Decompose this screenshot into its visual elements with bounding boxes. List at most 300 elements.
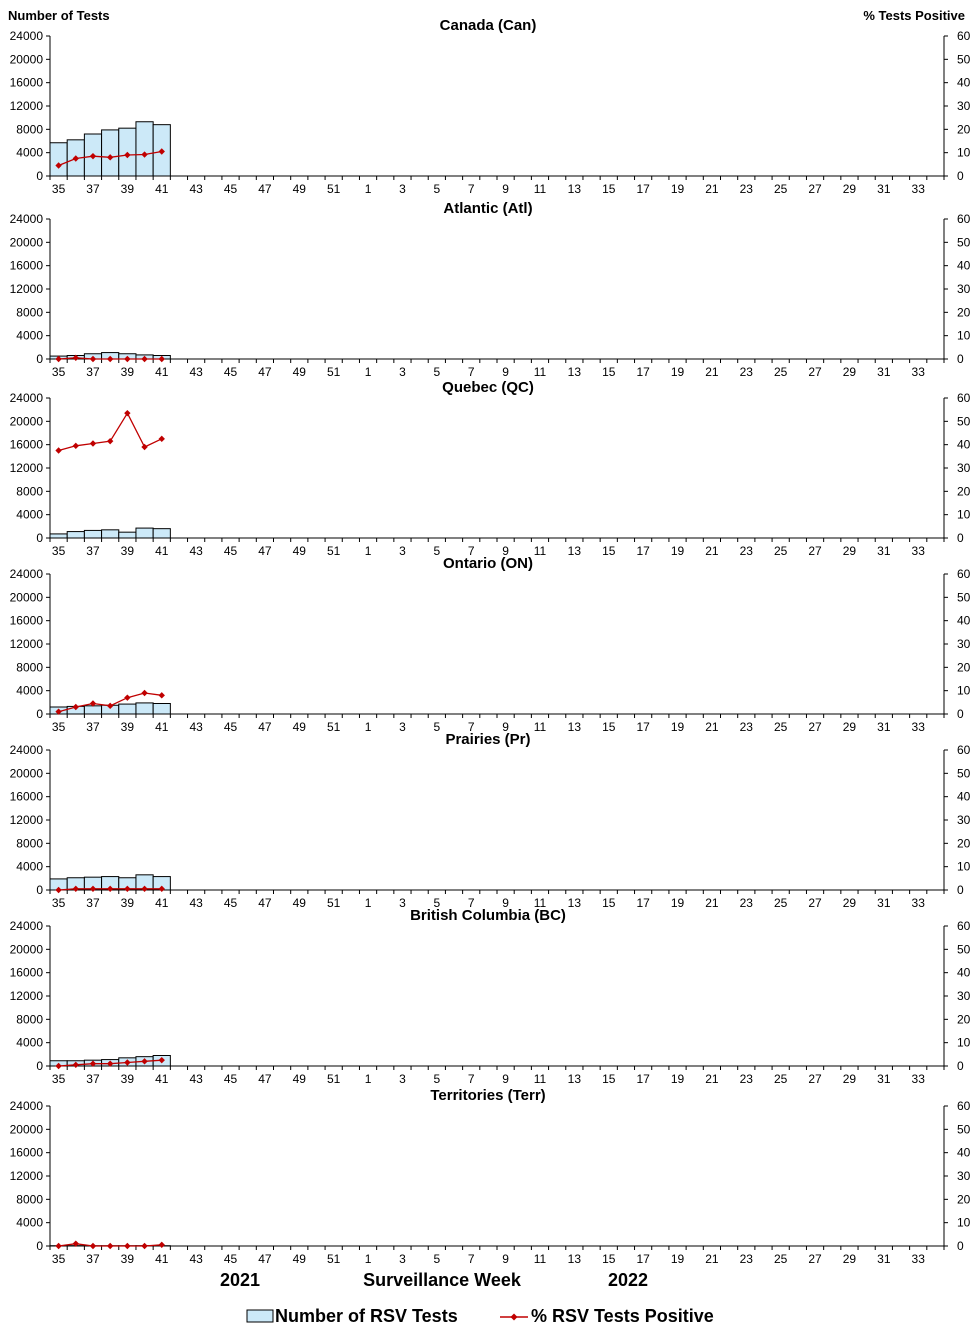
y2-tick-label: 30 <box>957 637 971 651</box>
y2-tick-label: 40 <box>957 75 971 90</box>
bar-tests-week-36 <box>67 532 84 538</box>
x-tick-label: 19 <box>670 182 685 196</box>
x-tick-label: 5 <box>433 182 441 196</box>
x-tick-label: 5 <box>433 544 441 558</box>
x-tick-label: 41 <box>155 1072 169 1086</box>
y-tick-label: 0 <box>36 1239 43 1253</box>
x-tick-label: 31 <box>877 182 891 196</box>
y2-tick-label: 10 <box>957 145 971 160</box>
point-pct-week-41 <box>159 436 165 442</box>
point-pct-week-39 <box>124 410 130 416</box>
y2-tick-label: 0 <box>957 169 964 183</box>
y2-tick-label: 50 <box>957 766 971 781</box>
x-tick-label: 25 <box>773 896 788 910</box>
x-tick-label: 37 <box>86 365 100 379</box>
y-tick-label: 24000 <box>9 391 43 405</box>
x-tick-label: 39 <box>120 365 135 379</box>
x-tick-label: 3 <box>399 365 406 379</box>
point-pct-week-37 <box>90 1243 96 1249</box>
y2-tick-label: 40 <box>957 437 971 452</box>
x-tick-label: 17 <box>636 896 650 910</box>
x-tick-label: 27 <box>808 182 822 196</box>
x-tick-label: 31 <box>877 365 891 379</box>
x-tick-label: 17 <box>636 365 650 379</box>
y2-tick-label: 40 <box>957 613 971 628</box>
x-tick-label: 21 <box>705 896 719 910</box>
y2-tick-label: 0 <box>957 1059 964 1073</box>
x-tick-label: 39 <box>120 896 135 910</box>
y-tick-label: 12000 <box>9 813 43 827</box>
x-tick-label: 27 <box>808 544 822 558</box>
y2-tick-label: 0 <box>957 1239 964 1253</box>
x-tick-label: 35 <box>51 1252 66 1266</box>
legend-line-marker <box>511 1314 518 1321</box>
legend-bar-label: Number of RSV Tests <box>275 1306 458 1326</box>
point-pct-week-41 <box>159 1242 165 1248</box>
legend-line-label: % RSV Tests Positive <box>531 1306 714 1326</box>
y2-tick-label: 10 <box>957 683 971 698</box>
panel-title: British Columbia (BC) <box>410 907 566 924</box>
x-tick-label: 5 <box>433 1072 441 1086</box>
y2-tick-label: 0 <box>957 531 964 545</box>
y2-tick-label: 10 <box>957 328 971 343</box>
y2-tick-label: 0 <box>957 883 964 897</box>
x-tick-label: 27 <box>808 1072 822 1086</box>
bar-tests-week-41 <box>153 529 170 538</box>
x-tick-label: 35 <box>51 182 66 196</box>
panel-title: Prairies (Pr) <box>445 731 531 748</box>
x-tick-label: 11 <box>533 544 547 558</box>
x-tick-label: 49 <box>292 365 306 379</box>
bar-tests-week-39 <box>119 532 136 538</box>
y-tick-label: 24000 <box>9 1099 43 1113</box>
x-tick-label: 11 <box>533 182 547 196</box>
y-tick-label: 20000 <box>9 1122 43 1137</box>
x-tick-label: 15 <box>602 365 616 379</box>
bar-tests-week-40 <box>136 703 153 714</box>
point-pct-week-41 <box>159 692 165 698</box>
x-axis-title: Surveillance Week <box>363 1270 521 1290</box>
y2-tick-label: 60 <box>957 567 971 581</box>
y-tick-label: 12000 <box>9 989 43 1003</box>
panel-title: Ontario (ON) <box>443 555 533 572</box>
x-tick-label: 3 <box>399 1072 406 1086</box>
x-tick-label: 43 <box>189 896 203 910</box>
x-tick-label: 51 <box>326 1072 341 1086</box>
x-tick-label: 43 <box>189 365 203 379</box>
legend <box>247 1306 714 1326</box>
y2-tick-label: 40 <box>957 789 971 804</box>
x-tick-label: 1 <box>364 1252 372 1266</box>
x-tick-label: 13 <box>567 1072 582 1086</box>
bar-tests-week-38 <box>102 130 119 176</box>
y2-tick-label: 10 <box>957 507 971 522</box>
x-tick-label: 17 <box>636 720 650 734</box>
x-tick-label: 49 <box>292 544 306 558</box>
x-tick-label: 19 <box>670 1072 685 1086</box>
point-pct-week-37 <box>90 440 96 446</box>
x-tick-label: 41 <box>155 365 169 379</box>
x-tick-label: 37 <box>86 720 100 734</box>
x-tick-label: 19 <box>670 896 685 910</box>
x-tick-label: 27 <box>808 1252 822 1266</box>
x-tick-label: 17 <box>636 544 650 558</box>
y2-tick-label: 20 <box>957 660 971 675</box>
x-tick-label: 37 <box>86 1072 100 1086</box>
point-pct-week-35 <box>55 447 61 453</box>
y2-tick-label: 10 <box>957 1215 971 1230</box>
legend-bar-swatch <box>247 1310 273 1322</box>
x-tick-label: 23 <box>739 365 753 379</box>
x-tick-label: 47 <box>258 365 272 379</box>
bar-tests-week-37 <box>84 706 101 714</box>
x-tick-label: 13 <box>567 544 582 558</box>
y-tick-label: 4000 <box>16 507 43 522</box>
x-tick-label: 51 <box>326 544 341 558</box>
y-tick-label: 0 <box>36 531 43 545</box>
y-tick-label: 20000 <box>9 52 43 67</box>
left-axis-title: Number of Tests <box>8 8 110 23</box>
x-tick-label: 41 <box>155 1252 169 1266</box>
x-tick-label: 49 <box>292 182 306 196</box>
x-tick-label: 43 <box>189 544 203 558</box>
x-tick-label: 33 <box>911 365 925 379</box>
x-tick-label: 39 <box>120 1252 135 1266</box>
year-2022-label: 2022 <box>607 1270 649 1290</box>
y-tick-label: 12000 <box>9 637 43 651</box>
x-tick-label: 7 <box>467 896 475 910</box>
y2-tick-label: 30 <box>957 1169 971 1183</box>
year-2021-label: 2021 <box>219 1270 261 1290</box>
point-pct-week-39 <box>124 694 130 700</box>
panel-1 <box>10 17 971 196</box>
y-tick-label: 16000 <box>9 437 43 452</box>
x-tick-label: 43 <box>189 182 203 196</box>
x-tick-label: 15 <box>602 720 616 734</box>
right-axis-title: % Tests Positive <box>863 8 965 23</box>
x-tick-label: 3 <box>399 182 406 196</box>
x-tick-label: 51 <box>326 1252 341 1266</box>
x-tick-label: 47 <box>258 1252 272 1266</box>
x-tick-label: 1 <box>364 1072 372 1086</box>
x-tick-label: 17 <box>636 182 650 196</box>
panel-5 <box>10 731 971 910</box>
x-tick-label: 35 <box>51 720 66 734</box>
x-tick-label: 45 <box>223 1252 238 1266</box>
x-tick-label: 9 <box>502 896 509 910</box>
y2-tick-label: 60 <box>957 919 971 933</box>
x-tick-label: 23 <box>739 182 753 196</box>
y2-tick-label: 50 <box>957 52 971 67</box>
x-tick-label: 1 <box>364 720 372 734</box>
x-tick-label: 47 <box>258 896 272 910</box>
x-tick-label: 25 <box>773 365 788 379</box>
y2-tick-label: 40 <box>957 258 971 273</box>
x-tick-label: 13 <box>567 720 582 734</box>
y-tick-label: 8000 <box>16 484 43 499</box>
x-tick-label: 47 <box>258 544 272 558</box>
x-tick-label: 11 <box>533 365 547 379</box>
x-tick-label: 35 <box>51 896 66 910</box>
x-tick-label: 37 <box>86 544 100 558</box>
x-tick-label: 21 <box>705 182 719 196</box>
y2-tick-label: 30 <box>957 989 971 1003</box>
y-tick-label: 0 <box>36 1059 43 1073</box>
x-tick-label: 29 <box>842 1252 857 1266</box>
y-tick-label: 8000 <box>16 305 43 320</box>
panel-3 <box>10 379 971 558</box>
x-tick-label: 1 <box>364 365 372 379</box>
x-tick-label: 21 <box>705 1252 719 1266</box>
y-tick-label: 8000 <box>16 1192 43 1207</box>
x-tick-label: 51 <box>326 365 341 379</box>
x-tick-label: 19 <box>670 544 685 558</box>
x-tick-label: 25 <box>773 1252 788 1266</box>
y2-tick-label: 50 <box>957 942 971 957</box>
x-tick-label: 37 <box>86 1252 100 1266</box>
y-tick-label: 4000 <box>16 859 43 874</box>
x-tick-label: 31 <box>877 720 891 734</box>
y-tick-label: 8000 <box>16 122 43 137</box>
x-tick-label: 41 <box>155 544 169 558</box>
x-tick-label: 5 <box>433 1252 441 1266</box>
x-tick-label: 49 <box>292 720 306 734</box>
x-tick-label: 19 <box>670 365 685 379</box>
point-pct-week-36 <box>73 443 79 449</box>
x-tick-label: 23 <box>739 544 753 558</box>
x-tick-label: 43 <box>189 720 203 734</box>
panel-title: Territories (Terr) <box>430 1087 546 1104</box>
y2-tick-label: 60 <box>957 391 971 405</box>
point-pct-week-38 <box>107 438 113 444</box>
y-tick-label: 8000 <box>16 836 43 851</box>
y-tick-label: 8000 <box>16 1012 43 1027</box>
x-tick-label: 45 <box>223 182 238 196</box>
x-tick-label: 41 <box>155 896 169 910</box>
y2-tick-label: 40 <box>957 965 971 980</box>
x-tick-label: 49 <box>292 1072 306 1086</box>
x-tick-label: 35 <box>51 544 66 558</box>
x-tick-label: 9 <box>502 544 509 558</box>
x-tick-label: 45 <box>223 896 238 910</box>
y2-tick-label: 40 <box>957 1145 971 1160</box>
x-tick-label: 5 <box>433 365 441 379</box>
bar-tests-week-37 <box>84 530 101 538</box>
x-tick-label: 1 <box>364 544 372 558</box>
x-tick-label: 17 <box>636 1072 650 1086</box>
y-tick-label: 16000 <box>9 789 43 804</box>
x-tick-label: 7 <box>467 544 475 558</box>
x-tick-label: 5 <box>433 896 441 910</box>
y2-tick-label: 50 <box>957 235 971 250</box>
x-tick-label: 5 <box>433 720 441 734</box>
y-tick-label: 8000 <box>16 660 43 675</box>
bar-tests-week-41 <box>153 704 170 715</box>
x-tick-label: 21 <box>705 1072 719 1086</box>
y-tick-label: 12000 <box>9 99 43 113</box>
x-tick-label: 11 <box>533 1252 547 1266</box>
y-tick-label: 16000 <box>9 613 43 628</box>
y2-tick-label: 30 <box>957 99 971 113</box>
point-pct-week-40 <box>141 444 147 450</box>
y2-tick-label: 60 <box>957 743 971 757</box>
x-tick-label: 25 <box>773 544 788 558</box>
x-tick-label: 43 <box>189 1072 203 1086</box>
panel-title: Atlantic (Atl) <box>443 200 533 217</box>
point-pct-week-38 <box>107 1243 113 1249</box>
y-tick-label: 20000 <box>9 235 43 250</box>
y2-tick-label: 30 <box>957 282 971 296</box>
y2-tick-label: 60 <box>957 29 971 43</box>
point-pct-week-35 <box>55 1243 61 1249</box>
x-tick-label: 15 <box>602 1072 616 1086</box>
x-tick-label: 49 <box>292 896 306 910</box>
y-tick-label: 16000 <box>9 965 43 980</box>
y2-tick-label: 10 <box>957 859 971 874</box>
x-tick-label: 21 <box>705 365 719 379</box>
x-tick-label: 27 <box>808 896 822 910</box>
y-tick-label: 24000 <box>9 212 43 226</box>
panel-2 <box>10 200 971 379</box>
x-tick-label: 33 <box>911 896 925 910</box>
y2-tick-label: 20 <box>957 484 971 499</box>
x-tick-label: 13 <box>567 365 582 379</box>
y-tick-label: 4000 <box>16 1215 43 1230</box>
panel-title: Quebec (QC) <box>442 379 534 396</box>
panel-7 <box>10 1087 971 1266</box>
x-tick-label: 15 <box>602 182 616 196</box>
x-tick-label: 7 <box>467 182 475 196</box>
y2-tick-label: 20 <box>957 836 971 851</box>
y2-tick-label: 20 <box>957 1192 971 1207</box>
x-tick-label: 41 <box>155 720 169 734</box>
x-tick-label: 23 <box>739 1252 753 1266</box>
y-tick-label: 0 <box>36 169 43 183</box>
x-tick-label: 37 <box>86 182 100 196</box>
bar-tests-week-40 <box>136 528 153 538</box>
x-tick-label: 31 <box>877 544 891 558</box>
x-tick-label: 9 <box>502 182 509 196</box>
y2-tick-label: 20 <box>957 305 971 320</box>
y-tick-label: 0 <box>36 707 43 721</box>
y-tick-label: 20000 <box>9 590 43 605</box>
y-tick-label: 16000 <box>9 258 43 273</box>
x-tick-label: 1 <box>364 896 372 910</box>
x-tick-label: 3 <box>399 544 406 558</box>
x-tick-label: 27 <box>808 720 822 734</box>
x-tick-label: 35 <box>51 365 66 379</box>
y-tick-label: 24000 <box>9 567 43 581</box>
x-tick-label: 45 <box>223 720 238 734</box>
x-tick-label: 9 <box>502 365 509 379</box>
x-tick-label: 29 <box>842 720 857 734</box>
x-tick-label: 3 <box>399 896 406 910</box>
x-tick-label: 33 <box>911 720 925 734</box>
bar-tests-week-35 <box>50 143 67 176</box>
x-tick-label: 13 <box>567 182 582 196</box>
x-tick-label: 25 <box>773 720 788 734</box>
y2-tick-label: 60 <box>957 212 971 226</box>
y2-tick-label: 20 <box>957 1012 971 1027</box>
x-tick-label: 43 <box>189 1252 203 1266</box>
chart-panels <box>10 17 971 1266</box>
x-tick-label: 39 <box>120 182 135 196</box>
x-tick-label: 1 <box>364 182 372 196</box>
x-tick-label: 33 <box>911 182 925 196</box>
x-tick-label: 31 <box>877 1252 891 1266</box>
y-tick-label: 4000 <box>16 145 43 160</box>
bar-tests-week-35 <box>50 534 67 538</box>
x-tick-label: 9 <box>502 720 509 734</box>
x-tick-label: 45 <box>223 544 238 558</box>
point-pct-week-40 <box>141 690 147 696</box>
x-tick-label: 25 <box>773 182 788 196</box>
y2-tick-label: 30 <box>957 813 971 827</box>
y-tick-label: 12000 <box>9 461 43 475</box>
bar-tests-week-38 <box>102 530 119 538</box>
y-tick-label: 0 <box>36 352 43 366</box>
x-tick-label: 11 <box>533 896 547 910</box>
x-tick-label: 13 <box>567 896 582 910</box>
point-pct-week-39 <box>124 1243 130 1249</box>
x-tick-label: 13 <box>567 1252 582 1266</box>
y-tick-label: 16000 <box>9 1145 43 1160</box>
x-tick-label: 23 <box>739 720 753 734</box>
panel-6 <box>10 907 971 1086</box>
x-tick-label: 23 <box>739 1072 753 1086</box>
x-tick-label: 47 <box>258 720 272 734</box>
x-tick-label: 35 <box>51 1072 66 1086</box>
x-tick-label: 7 <box>467 1252 475 1266</box>
x-tick-label: 21 <box>705 720 719 734</box>
y2-tick-label: 30 <box>957 461 971 475</box>
y2-tick-label: 0 <box>957 707 964 721</box>
y-tick-label: 4000 <box>16 328 43 343</box>
x-tick-label: 9 <box>502 1072 509 1086</box>
x-tick-label: 7 <box>467 365 475 379</box>
x-tick-label: 51 <box>326 896 341 910</box>
x-tick-label: 29 <box>842 182 857 196</box>
y2-tick-label: 10 <box>957 1035 971 1050</box>
x-tick-label: 3 <box>399 720 406 734</box>
x-tick-label: 51 <box>326 720 341 734</box>
y2-tick-label: 20 <box>957 122 971 137</box>
y2-tick-label: 50 <box>957 414 971 429</box>
x-tick-label: 33 <box>911 1252 925 1266</box>
x-tick-label: 47 <box>258 1072 272 1086</box>
x-tick-label: 3 <box>399 1252 406 1266</box>
x-tick-label: 15 <box>602 896 616 910</box>
x-tick-label: 39 <box>120 1072 135 1086</box>
y2-tick-label: 60 <box>957 1099 971 1113</box>
y2-tick-label: 0 <box>957 352 964 366</box>
y-tick-label: 12000 <box>9 282 43 296</box>
x-tick-label: 29 <box>842 1072 857 1086</box>
x-tick-label: 39 <box>120 544 135 558</box>
x-tick-label: 27 <box>808 365 822 379</box>
x-tick-label: 11 <box>533 1072 547 1086</box>
x-tick-label: 29 <box>842 365 857 379</box>
y-tick-label: 16000 <box>9 75 43 90</box>
x-tick-label: 37 <box>86 896 100 910</box>
x-tick-label: 25 <box>773 1072 788 1086</box>
x-tick-label: 17 <box>636 1252 650 1266</box>
bar-tests-week-39 <box>119 704 136 714</box>
x-tick-label: 33 <box>911 544 925 558</box>
x-tick-label: 29 <box>842 544 857 558</box>
x-tick-label: 19 <box>670 720 685 734</box>
y2-tick-label: 50 <box>957 590 971 605</box>
